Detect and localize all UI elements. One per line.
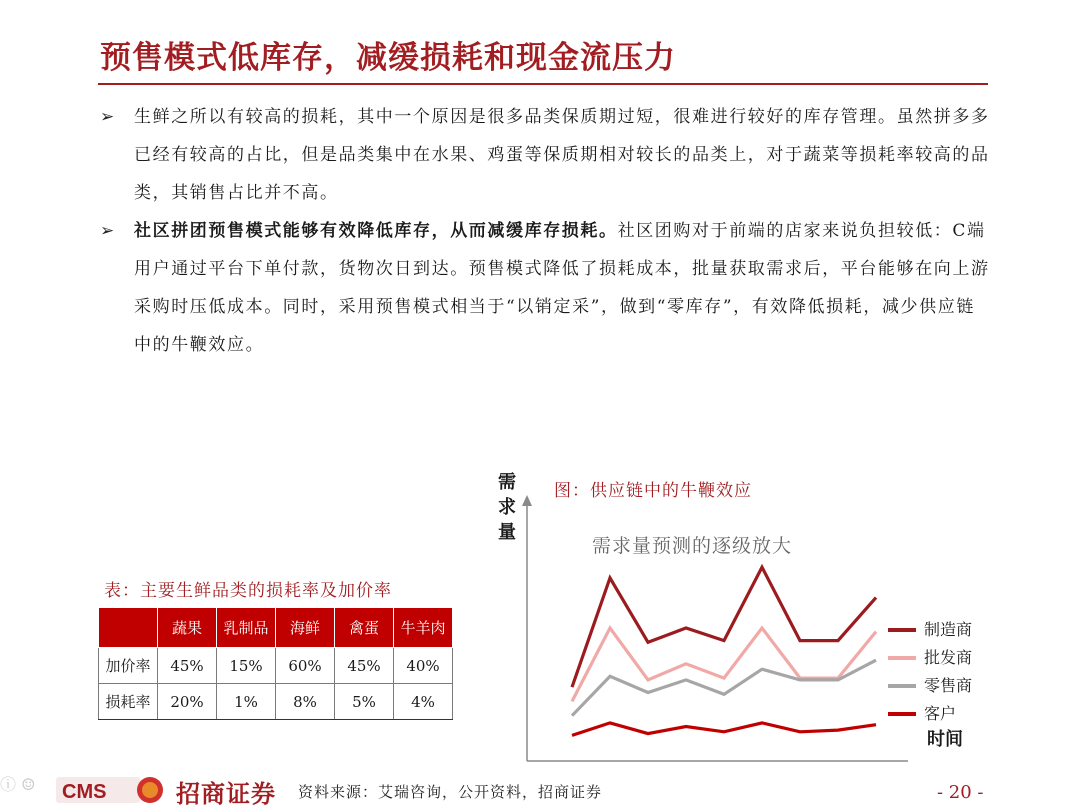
bullet-item xyxy=(100,212,990,364)
chart-x-axis-label: 时间 xyxy=(927,729,963,750)
page-number: - 20 - xyxy=(937,782,984,803)
bullet-list xyxy=(100,98,990,364)
watermark: ⓘ ☺ xyxy=(0,775,36,794)
table-cell: 8% xyxy=(276,684,335,720)
table-cell: 5% xyxy=(335,684,394,720)
chart-title: 需求量预测的逐级放大 xyxy=(592,535,793,557)
table-row xyxy=(99,648,453,684)
bullet-body-text: 生鲜之所以有较高的损耗，其中一个原因是很多品类保质期过短，很难进行较好的库存管理。虽然拼多多已经有较高的占比，但是品类集中在水果、鸡蛋等保质期相对较长的品类上，对于蔬菜等损耗率较高的品类，其销售占比并不高。 xyxy=(134,107,990,203)
table-title: 表：主要生鲜品类的损耗率及加价率 xyxy=(104,581,392,601)
bullet-item xyxy=(100,98,990,212)
legend-label: 客户 xyxy=(924,704,957,723)
table-cell: 1% xyxy=(217,684,276,720)
company-logo-text: 招商证券 xyxy=(176,779,276,808)
legend-label: 零售商 xyxy=(924,676,973,695)
table-cell: 15% xyxy=(217,648,276,684)
table-header-row xyxy=(99,608,453,648)
chart-lines xyxy=(572,567,876,735)
series-line-3 xyxy=(572,660,876,716)
table-cell: 45% xyxy=(335,648,394,684)
arrow-bullet-icon: ➢ xyxy=(100,221,115,241)
table-row-label: 加价率 xyxy=(99,648,158,684)
markup-loss-table xyxy=(98,607,453,720)
series-line-4 xyxy=(572,723,876,736)
table-cell: 4% xyxy=(394,684,453,720)
page-title: 预售模式低库存，减缓损耗和现金流压力 xyxy=(100,40,676,76)
source-note: 资料来源：艾瑞咨询，公开资料，招商证券 xyxy=(298,783,603,801)
chart-y-axis-label: 需 求 量 xyxy=(498,472,516,543)
legend-swatch xyxy=(888,628,916,632)
legend-swatch xyxy=(888,712,916,716)
table-header-cell xyxy=(99,608,158,648)
arrow-bullet-icon: ➢ xyxy=(100,107,115,127)
table-header-cell: 乳制品 xyxy=(217,608,276,648)
legend-swatch xyxy=(888,684,916,688)
legend-label: 制造商 xyxy=(924,620,973,639)
table-header-cell: 禽蛋 xyxy=(335,608,394,648)
series-line-1 xyxy=(572,567,876,687)
table-header-cell: 蔬果 xyxy=(158,608,217,648)
y-axis-arrow xyxy=(522,495,532,506)
legend-swatch xyxy=(888,656,916,660)
table-cell: 20% xyxy=(158,684,217,720)
bullet-text xyxy=(134,98,990,212)
table-cell: 40% xyxy=(394,648,453,684)
svg-text:CMS: CMS xyxy=(62,781,107,803)
cmb-logo-icon xyxy=(56,773,164,807)
title-divider xyxy=(98,83,988,85)
table-cell: 45% xyxy=(158,648,217,684)
legend-label: 批发商 xyxy=(924,648,973,667)
bullet-body-text: 社区团购对于前端的店家来说负担较低：C端用户通过平台下单付款，货物次日到达。预售模式降低了损耗成本，批量获取需求后，平台能够在向上游采购时压低成本。同时，采用预售模式相当于“以销定采”，做到“零库存”，有效降低损耗，减少供应链中的牛鞭效应。 xyxy=(134,221,990,355)
table-header-cell: 海鲜 xyxy=(276,608,335,648)
chart-caption: 图：供应链中的牛鞭效应 xyxy=(554,481,752,501)
table-header-cell: 牛羊肉 xyxy=(394,608,453,648)
bullwhip-chart xyxy=(490,465,910,765)
table-row-label: 损耗率 xyxy=(99,684,158,720)
bullet-text xyxy=(134,212,990,364)
table-row xyxy=(99,684,453,720)
bullet-bold-text: 社区拼团预售模式能够有效降低库存，从而减缓库存损耗。 xyxy=(134,221,618,241)
table-cell: 60% xyxy=(276,648,335,684)
